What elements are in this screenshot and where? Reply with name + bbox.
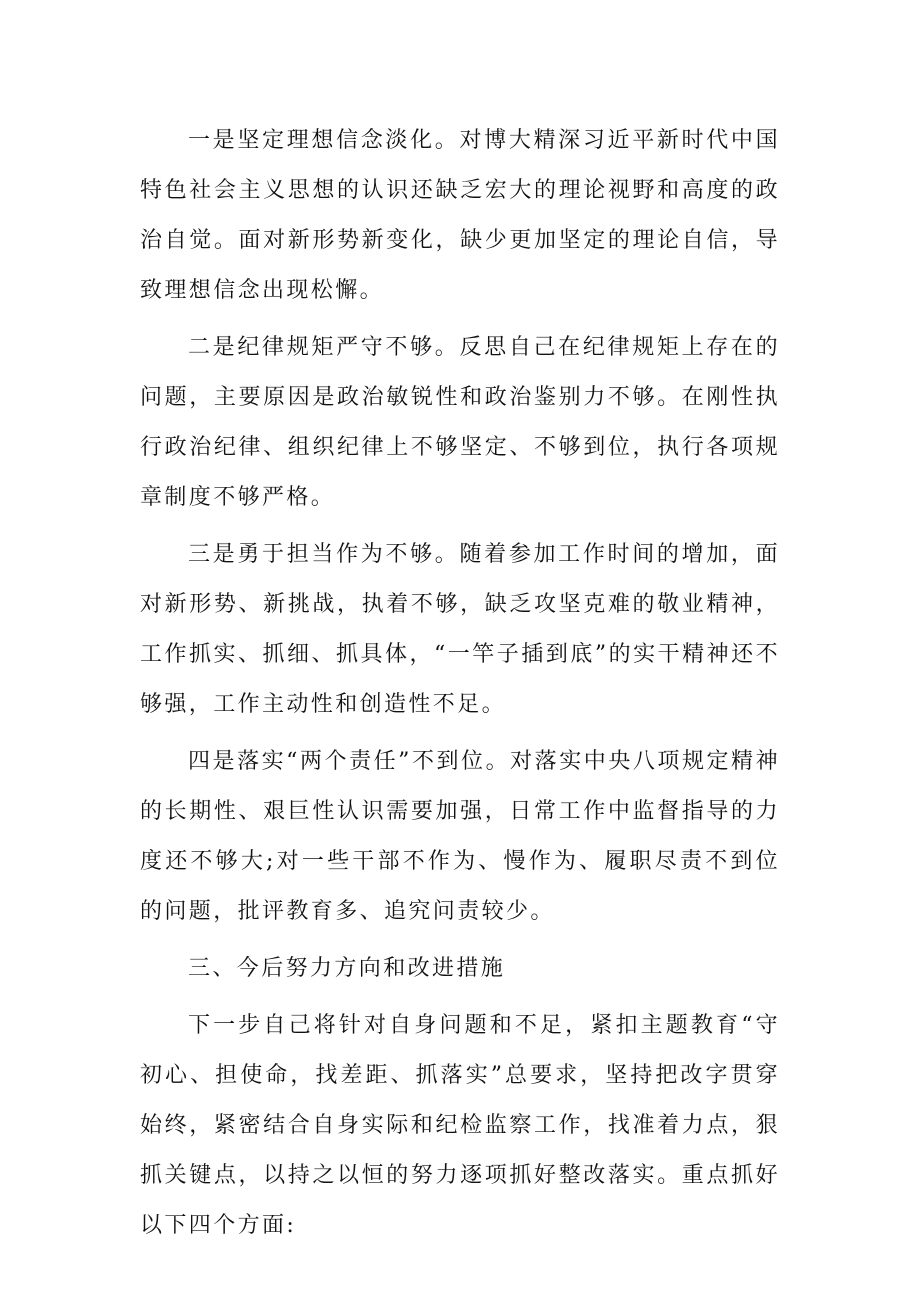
- paragraph-two-responsibilities: 四是落实“两个责任”不到位。对落实中央八项规定精神的长期性、艰巨性认识需要加强，日常工作中监督指导的力度还不够大;对一些干部不作为、慢作为、履职尽责不到位的问题，批评教育多、追究问责较少。: [140, 749, 780, 924]
- paragraph-responsibility: 三是勇于担当作为不够。随着参加工作时间的增加，面对新形势、新挑战，执着不够，缺乏攻坚克难的敬业精神，工作抓实、抓细、抓具体，“一竿子插到底”的实干精神还不够强，工作主动性和创造性不足。: [140, 542, 780, 717]
- paragraph-next-steps: 下一步自己将针对自身问题和不足，紧扣主题教育“守初心、担使命，找差距、抓落实”总要求，坚持把改字贯穿始终，紧密结合自身实际和纪检监察工作，找准着力点，狠抓关键点，以持之以恒的努力逐项抓好整改落实。重点抓好以下四个方面:: [140, 1013, 780, 1238]
- document-body: [140, 116, 780, 1258]
- paragraph-discipline: 二是纪律规矩严守不够。反思自己在纪律规矩上存在的问题，主要原因是政治敏锐性和政治鉴别力不够。在刚性执行政治纪律、组织纪律上不够坚定、不够到位，执行各项规章制度不够严格。: [140, 335, 780, 510]
- paragraph-ideals: 一是坚定理想信念淡化。对博大精深习近平新时代中国特色社会主义思想的认识还缺乏宏大的理论视野和高度的政治自觉。面对新形势新变化，缺少更加坚定的理论自信，导致理想信念出现松懈。: [140, 128, 780, 303]
- section-heading: 三、今后努力方向和改进措施: [188, 956, 506, 981]
